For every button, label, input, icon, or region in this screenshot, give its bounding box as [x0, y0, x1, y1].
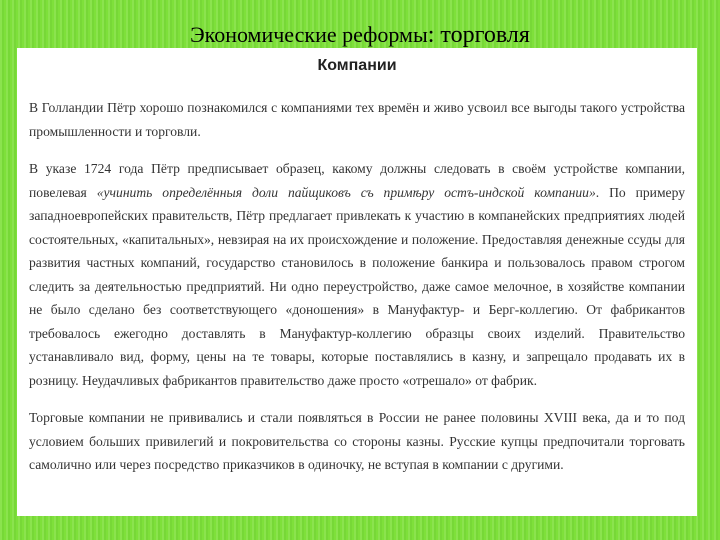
- paragraph-holland: В Голландии Пётр хорошо познакомился с компаниями тех времён и живо усвоил все выгоды такого устройства промышленности и торговли.: [29, 100, 685, 139]
- paragraph-decree-1724: [29, 157, 685, 392]
- paragraph-decree-intro: В указе 1724 года Пётр предписывает образец, какому должны следовать в своём устройстве компании, повелевая: [29, 161, 685, 200]
- slide-title-main: Экономические реформы: [190, 22, 428, 47]
- paragraph-decree-body: . По примеру западноевропейских правительств, Пётр предлагает привлекать к участию в компанейских предприятиях людей состоятельных, «капитальных», невзирая на их происхождение и положение. Предоставляя денежные ссуды для развития частных компаний, государство становилось в положение банкира и пользовалось правом строгом следить за деятельностью предприятий. Ни одно переустройство, даже самое мелочное, в хозяйстве компании не было сделано без соответствующего «доношения» в Мануфактур- и Берг-коллегию. От фабрикантов требовалось ежегодно доставлять в Мануфактур-коллегию образцы своих изделий. Правительство устанавливало вид, форму, цены на те товары, которые поставлялись в казну, и запрещало продавать их в розницу. Неудачливых фабрикантов правительство даже просто «отрешало» от фабрик.: [29, 184, 686, 388]
- slide-title-topic: : торговля: [427, 22, 530, 48]
- paragraph-trade-companies: Торговые компании не прививались и стали появляться в России не ранее половины XVIII века, да и то под условием больших привилегий и покровительства со стороны казны. Русские купцы предпочитали торговать самолично или через посредство приказчиков в одиночку, не вступая в компании с другими.: [29, 410, 685, 472]
- document-heading: Компании: [317, 57, 397, 74]
- decree-quote: «учинить определённыя доли пайщиковъ съ примѣру остъ-индской компании»: [96, 184, 596, 200]
- document-panel: [17, 48, 697, 516]
